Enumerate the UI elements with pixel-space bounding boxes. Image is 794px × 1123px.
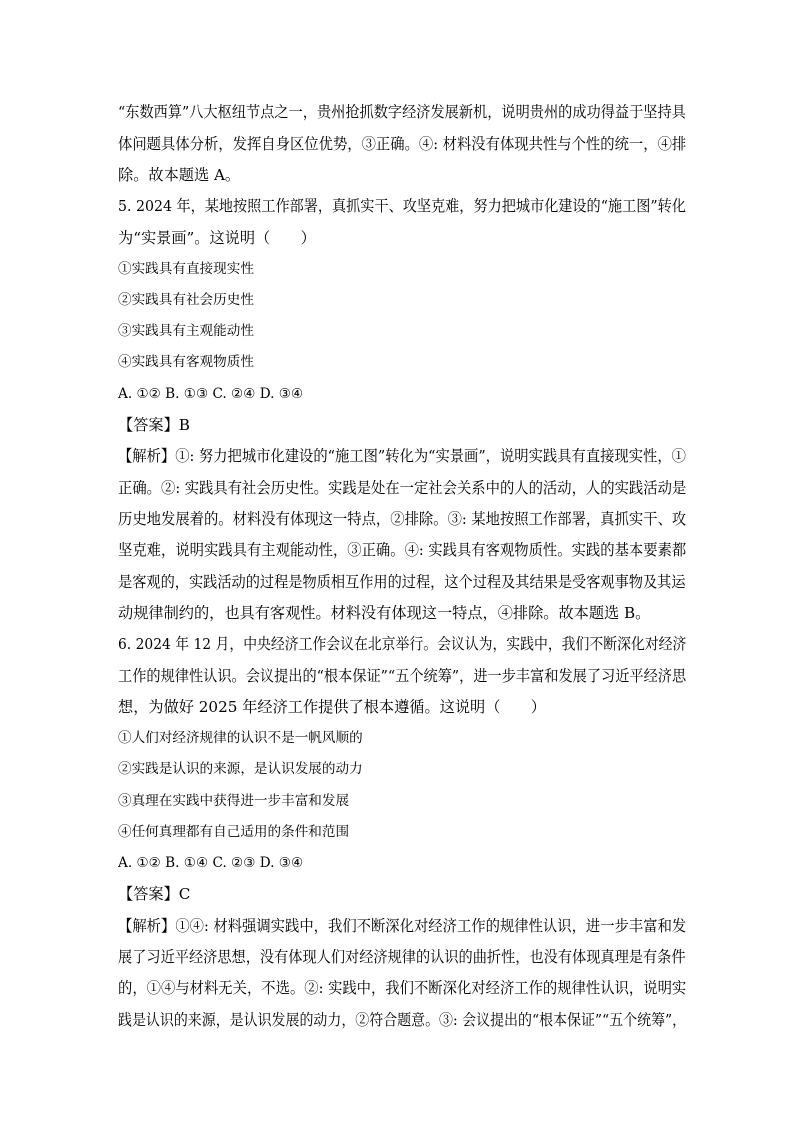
question-6-stem: 工作的规律性认识。会议提出的“根本保证”“五个统筹”，进一步丰富和发展了习近平经济思 — [118, 667, 687, 685]
analysis-line: 的，①④与材料无关，不选。②: 实践中，我们不断深化对经济工作的规律性认识，说明实 — [118, 979, 687, 997]
question-5-stem: 为“实景画”。这说明（ ） — [118, 229, 316, 247]
option-line: ②实践具有社会历史性 — [118, 292, 254, 308]
option-line: ④实践具有客观物质性 — [118, 354, 254, 370]
answer-label: 【答案】B — [118, 416, 190, 434]
analysis-line: 展了习近平经济思想，没有体现人们对经济规律的认识的曲折性，也没有体现真理是有条件 — [118, 948, 686, 966]
option-line: ②实践是认识的来源，是认识发展的动力 — [118, 761, 363, 777]
choice-line: A. ①② B. ①④ C. ②③ D. ③④ — [118, 855, 304, 871]
analysis-line: 是客观的，实践活动的过程是物质相互作用的过程，这个过程及其结果是受客观事物及其运 — [118, 573, 686, 591]
option-line: ①实践具有直接现实性 — [118, 261, 254, 277]
question-6-stem: 想，为做好 2025 年经济工作提供了根本遵循。这说明（ ） — [118, 698, 546, 716]
choice-line: A. ①② B. ①③ C. ②④ D. ③④ — [118, 386, 304, 402]
question-5-stem: 5. 2024 年，某地按照工作部署，真抓实干、攻坚克难，努力把城市化建设的“施工图”转化 — [118, 197, 686, 215]
analysis-line: 【解析】①: 努力把城市化建设的“施工图”转化为“实景画”，说明实践具有直接现实性，① — [118, 447, 686, 465]
analysis-line: 动规律制约的，也具有客观性。材料没有体现这一特点，④排除。故本题选 B。 — [118, 604, 651, 622]
option-line: ④任何真理都有自己适用的条件和范围 — [118, 824, 350, 840]
analysis-line: 正确。②: 实践具有社会历史性。实践是处在一定社会关系中的人的活动，人的实践活动是 — [118, 479, 687, 497]
question-6-stem: 6. 2024 年 12 月，中央经济工作会议在北京举行。会议认为，实践中，我们不断深化对经济 — [118, 635, 687, 653]
option-line: ①人们对经济规律的认识不是一帆风顺的 — [118, 730, 363, 746]
option-line: ③实践具有主观能动性 — [118, 323, 254, 339]
text-line: 除。故本题选 A。 — [118, 166, 241, 184]
analysis-line: 历史地发展着的。材料没有体现这一特点，②排除。③: 某地按照工作部署，真抓实干、攻 — [118, 510, 687, 528]
option-line: ③真理在实践中获得进一步丰富和发展 — [118, 793, 350, 809]
analysis-line: 坚克难，说明实践具有主观能动性，③正确。④: 实践具有客观物质性。实践的基本要素都 — [118, 541, 687, 559]
answer-label: 【答案】C — [118, 885, 191, 903]
text-line: 体问题具体分析，发挥自身区位优势，③正确。④: 材料没有体现共性与个性的统一，④排 — [118, 135, 687, 153]
analysis-line: 【解析】①④: 材料强调实践中，我们不断深化对经济工作的规律性认识，进一步丰富和发 — [118, 917, 687, 935]
text-line: “东数西算”八大枢纽节点之一，贵州抢抓数字经济发展新机，说明贵州的成功得益于坚持具 — [118, 103, 686, 121]
analysis-line: 践是认识的来源，是认识发展的动力，②符合题意。③: 会议提出的“根本保证”“五个统筹”， — [118, 1011, 687, 1029]
